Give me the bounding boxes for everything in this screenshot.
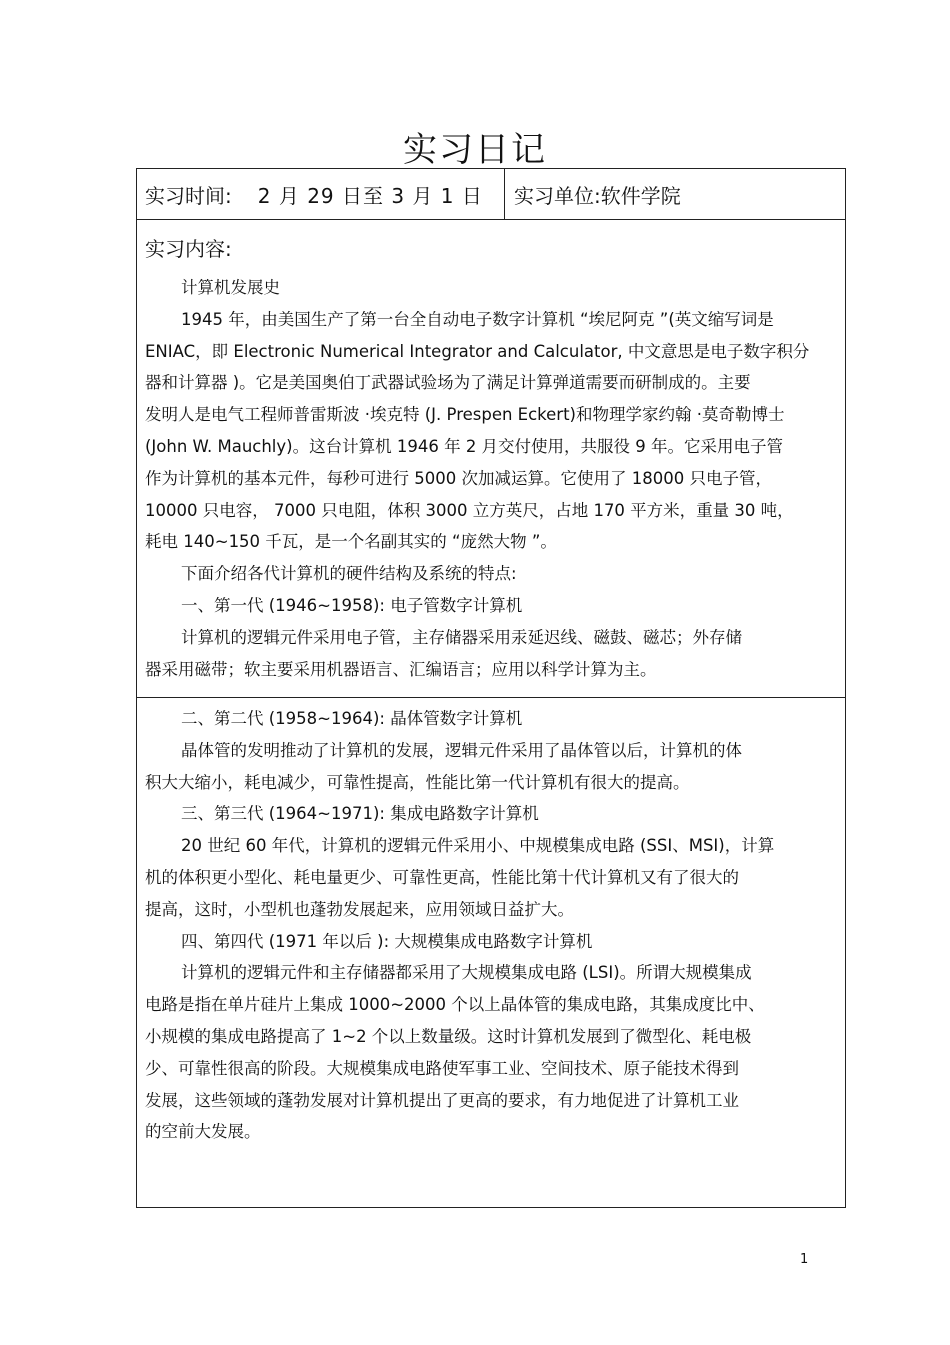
text-line: 发展，这些领域的蓬勃发展对计算机提出了更高的要求，有力地促进了计算机工业 [145,1090,739,1110]
text-line: 电路是指在单片硅片上集成 1000~2000 个以上晶体管的集成电路，其集成度比中、 [145,995,765,1015]
text-line: 器和计算器 )。它是美国奥伯丁武器试验场为了满足计算弹道需要而研制成的。主要 [145,373,751,393]
time-cell [137,169,505,219]
text-line: 机的体积更小型化、耗电量更少、可靠性更高，性能比第十代计算机又有了很大的 [145,867,739,887]
section1-text [145,272,845,685]
content-section-2 [136,697,846,1208]
text-line: 计算机的逻辑元件采用电子管，主存储器采用汞延迟线、磁鼓、磁芯；外存储 [181,627,742,647]
text-line: 四、第四代 (1971 年以后 ): 大规模集成电路数字计算机 [181,931,593,951]
text-line: 小规模的集成电路提高了 1~2 个以上数量级。这时计算机发展到了微型化、耗电极 [145,1026,752,1046]
text-line: 一、第一代 (1946~1958): 电子管数字计算机 [181,595,523,615]
text-line: 计算机发展史 [181,278,280,297]
text-line: 耗电 140~150 千瓦，是一个名副其实的 “庞然大物 ”。 [145,532,557,552]
text-line: 下面介绍各代计算机的硬件结构及系统的特点: [181,564,517,584]
text-line: 积大大缩小，耗电减少，可靠性提高，性能比第一代计算机有很大的提高。 [145,772,690,792]
time-label: 实习时间: [145,184,232,208]
text-line: 晶体管的发明推动了计算机的发展，逻辑元件采用了晶体管以后，计算机的体 [181,740,742,760]
text-line: 三、第三代 (1964~1971): 集成电路数字计算机 [181,804,539,824]
text-line: 二、第二代 (1958~1964): 晶体管数字计算机 [181,709,523,728]
unit-value: 软件学院 [600,184,681,208]
unit-label: 实习单位: [514,184,601,208]
text-line: ENIAC，即 Electronic Numerical Integrator and Calculator, 中文意思是电子数字积分 [145,341,810,361]
content-heading: 实习内容: [145,237,232,261]
text-line: 20 世纪 60 年代，计算机的逻辑元件采用小、中规模集成电路 (SSI、MSI)，计算 [181,836,775,856]
text-line: 提高，这时，小型机也蓬勃发展起来，应用领域日益扩大。 [145,899,574,919]
time-value: 2 月 29 日至 3 月 1 日 [257,184,483,208]
info-row [136,168,846,220]
text-line: 发明人是电气工程师普雷斯波 ·埃克特 (J. Prespen Eckert)和物理学家约翰 ·莫奇勒博士 [145,405,785,425]
section2-text [145,703,845,1148]
text-line: 10000 只电容， 7000 只电阻，体积 3000 立方英尺，占地 170 平方米，重量 30 吨， [145,500,794,520]
unit-cell [505,169,845,219]
page-title: 实习日记 [403,130,547,170]
page-number: 1 [800,1252,809,1267]
text-line: 器采用磁带；软主要采用机器语言、汇编语言；应用以科学计算为主。 [145,659,657,679]
content-section-1 [136,219,846,698]
text-line: 少、可靠性很高的阶段。大规模集成电路使军事工业、空间技术、原子能技术得到 [145,1058,739,1078]
text-line: 的空前大发展。 [145,1122,261,1142]
text-line: 作为计算机的基本元件，每秒可进行 5000 次加减运算。它使用了 18000 只电子管， [145,468,772,488]
text-line: 计算机的逻辑元件和主存储器都采用了大规模集成电路 (LSI)。所谓大规模集成 [181,963,752,983]
text-line: 1945 年，由美国生产了第一台全自动电子数字计算机 “埃尼阿克 ”(英文缩写词是 [181,309,774,329]
text-line: (John W. Mauchly)。这台计算机 1946 年 2 月交付使用，共服役 9 年。它采用电子管 [145,436,784,456]
